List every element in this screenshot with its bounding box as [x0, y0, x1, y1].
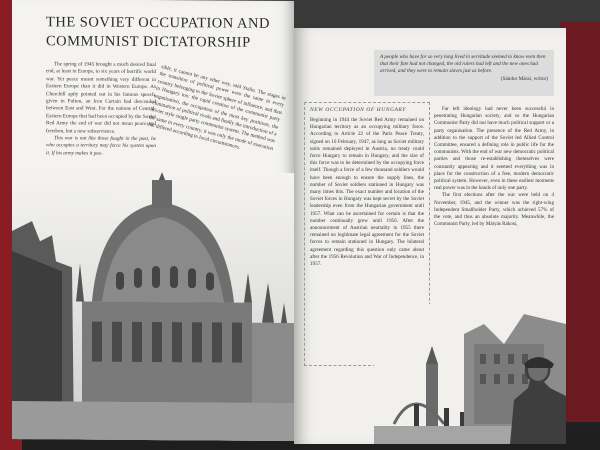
- quote-attribution: (Sándor Márai, writor): [500, 76, 548, 82]
- right-column: [434, 106, 554, 228]
- sidebar-title: NEW OCCUPATION OF HUNGARY: [310, 107, 406, 113]
- right-column-paragraph-1: Far left ideology had never been successful in penetrating Hungarian society, and so the Hungarian Communist Party did not have much political support or a party organisation. The presence of the Red Army, in addition to the support of the Soviet led Allied Control Committee, ensured a defining role in public life for the communists. With the end of war new democratic political parties and those re-establishing themselves were constantly appearing and it seemed everything was in place for the construction of a free, modern democratic political system. However, even in these earliest moments real power was in the hands of only one party.: [434, 106, 554, 192]
- sidebar-text: Beginning in 1944 the Soviet Red Army remained on Hungarian territory as an occupying military force. According to Article 22 of the Paris Peace Treaty, signed on 10 February, 1947, as long as Soviet military units remained deployed in Austria, no treaty could force Hungary to remain in Hungary, and the size of this force was to be determined by the occupying force itself. Though a force of a few thousand soldiers would have been enough to ensure the supply lines, the number of Soviet soldiers stationed in Hungary was many times this. The exact number and location of the Soviet forces in Hungary was kept secret by the Soviet leadership even from the Hungarian government until 1957. What can be ascertained for certain is that the number continually grew until 1956. After the announcement of Austrian neutrality in 1955 there remained no legitimate legal agreement for the Soviet forces to remain stationed in Hungary. The bilateral agreement regarding this question only came about after the 1956 Revolution and War of Independence, in 1957.: [310, 117, 424, 268]
- left-column-2: [146, 64, 286, 160]
- parliament-photo: [12, 171, 294, 441]
- page-title: THE SOVIET OCCUPATION AND COMMUNIST DICTATORSHIP: [46, 14, 270, 51]
- left-column-1: [46, 61, 156, 158]
- right-column-paragraph-2: The first elections after the war were held on 4 November, 1945, and the winner was the right-wing Independent Smallholder Party, which achieved 57% of the vote, and thus an absolute majority. Meanwhile, the Communist Party, led by Mátyás Rákosi,: [434, 192, 554, 228]
- left-column-2-text: sible, it cannot be any other way, said Stalin. The stages in the transition of political power were the same in every country belonging to the Soviet sphere of influence, and thus in Hungary too: the rapid creation of the communist party organisation, the occupation of the most key positions, the elimination of political rivals and finally the introduction of a Soviet style single party communist system. The method was the same in every country, it was only the mode of execution that differed according to local circumstances.: [146, 64, 287, 152]
- quote-text: A people who have for so very long lived in servitude seemed to know even then that their fate had not changed, the old rulers had left and the new ones had arrived, and they were to remain slaves just as before.: [380, 54, 546, 74]
- left-column-1-paragraph: The spring of 1945 brought a much desired final end, at least in Europe, to six years of horrific world war. Yet peace meant something very different in Eastern Europe than it did in Western Europe. As Churchill aptly pointed out in his famous speech, given in Fulton, an Iron Curtain had descended between East and West. For the nations of Central-Eastern Europe that had been occupied by the Soviet Red Army the end of war did not mean peace and freedom, but a new subservience.: [46, 61, 156, 135]
- left-column-1-italic: This war is not like those fought in the past, he who occupies a territory may force his system upon it. If his army makes it pos-: [46, 135, 156, 157]
- quote-box: [374, 50, 554, 96]
- right-page: [294, 28, 566, 444]
- book-cover-edge-right: [560, 22, 600, 422]
- soldiers-photo: [374, 304, 566, 444]
- left-page: [12, 0, 294, 441]
